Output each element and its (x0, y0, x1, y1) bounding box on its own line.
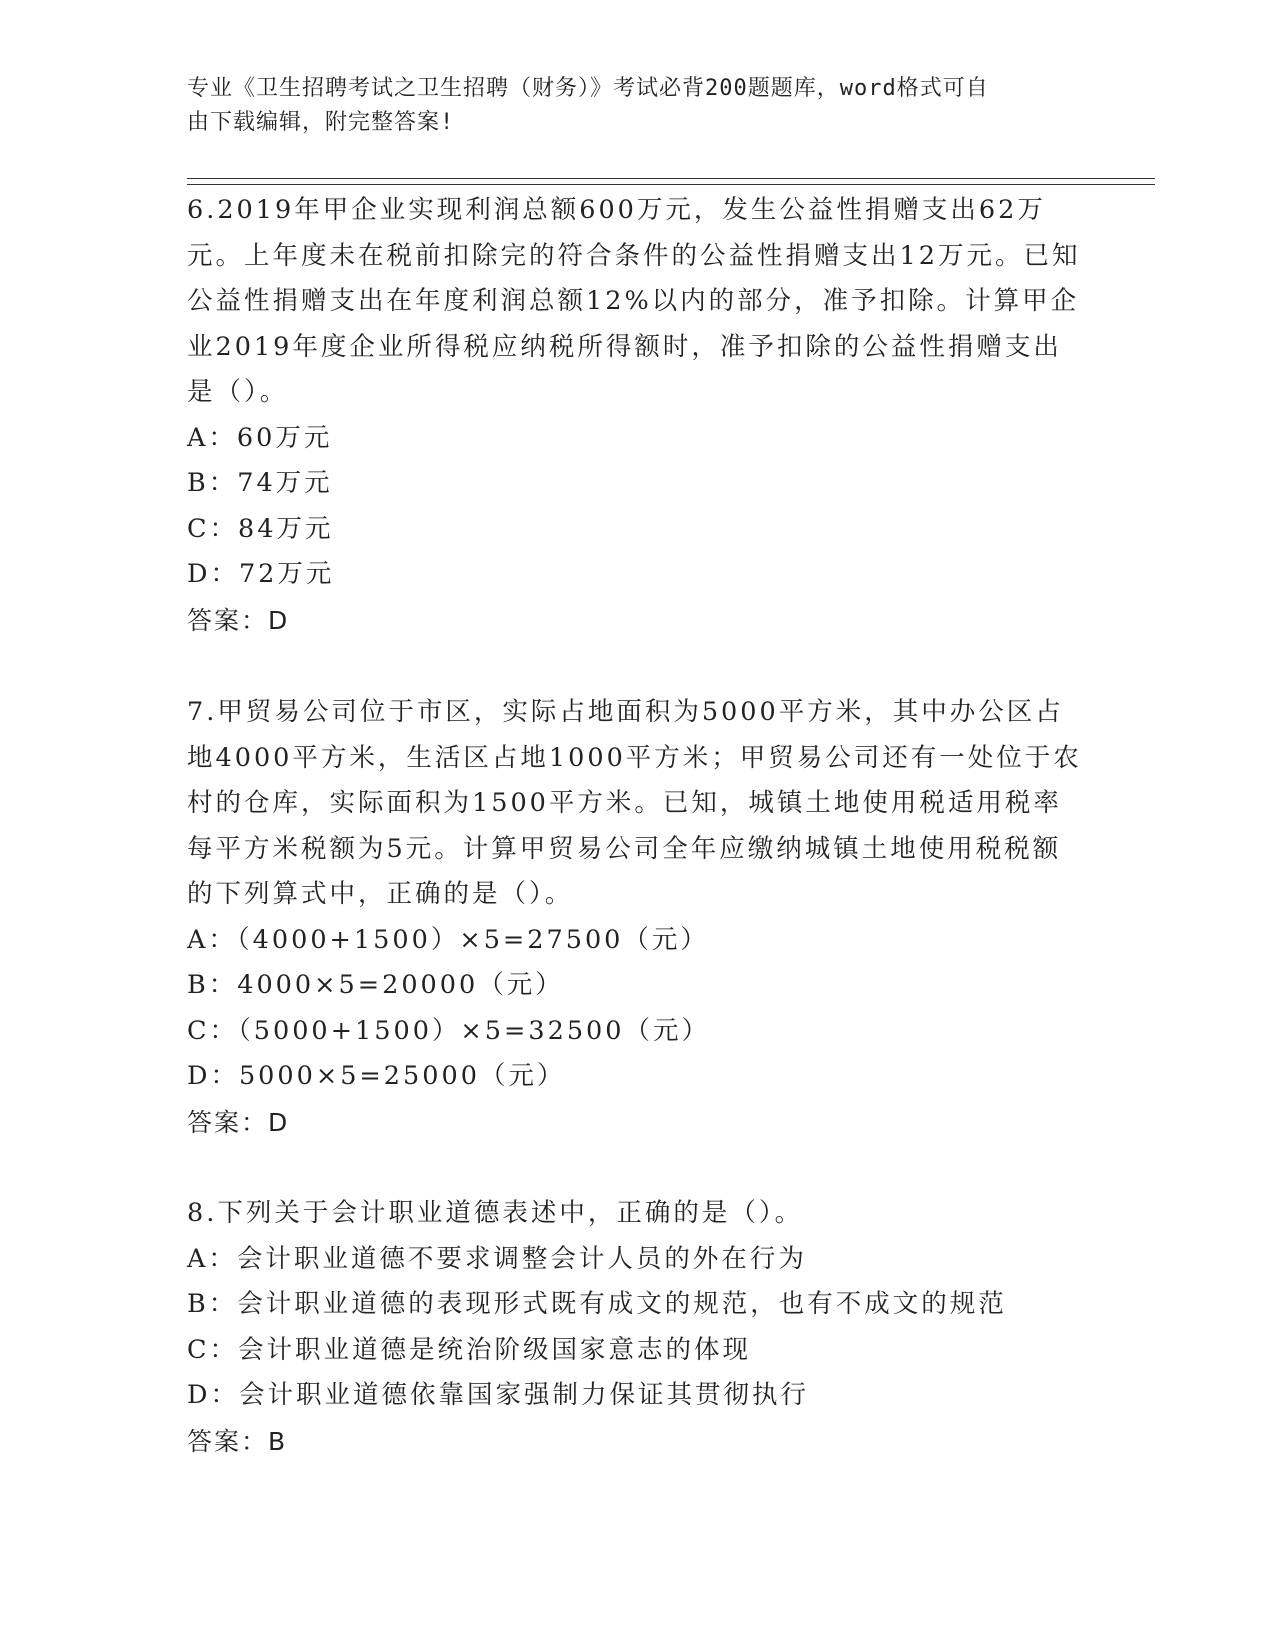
question-text: 8.下列关于会计职业道德表述中，正确的是（）。 (187, 1198, 804, 1228)
option-a: A：（4000+1500）×5=27500（元） (187, 924, 709, 955)
option-c: C：（5000+1500）×5=32500（元） (187, 1015, 710, 1046)
option-d: D：72万元 (187, 559, 335, 589)
question-6 (187, 188, 1087, 643)
option-b: B：会计职业道德的表现形式既有成文的规范，也有不成文的规范 (187, 1289, 1007, 1319)
header-line-2: 由下载编辑，附完整答案! (187, 110, 455, 135)
option-c: C：会计职业道德是统治阶级国家意志的体现 (187, 1334, 752, 1365)
option-d: D：会计职业道德依靠国家强制力保证其贯彻执行 (187, 1380, 809, 1410)
header-divider-bottom (187, 184, 1155, 185)
question-7 (187, 690, 1087, 1145)
header-divider-top (187, 178, 1155, 179)
option-c: C：84万元 (187, 513, 334, 544)
document-header (187, 72, 1067, 140)
answer: 答案：D (187, 1107, 290, 1137)
option-d: D：5000×5=25000（元） (187, 1061, 566, 1091)
answer: 答案：D (187, 605, 290, 635)
question-text: 6.2019年甲企业实现利润总额600万元，发生公益性捐赠支出62万元。上年度未在税前扣除完的符合条件的公益性捐赠支出12万元。已知公益性捐赠支出在年度利润总额12%以内的部分，准予扣除。计算甲企业2019年度企业所得税应纳税所得额时，准予扣除的公益性捐赠支出是（）。 (187, 195, 1081, 407)
question-8 (187, 1191, 1087, 1464)
option-a: A：会计职业道德不要求调整会计人员的外在行为 (187, 1243, 807, 1274)
option-b: B：74万元 (187, 468, 333, 498)
option-a: A：60万元 (187, 422, 333, 453)
header-line-1: 专业《卫生招聘考试之卫生招聘（财务）》考试必背200题题库，word格式可自 (187, 76, 989, 101)
option-b: B：4000×5=20000（元） (187, 970, 564, 1000)
question-text: 7.甲贸易公司位于市区，实际占地面积为5000平方米，其中办公区占地4000平方米，生活区占地1000平方米；甲贸易公司还有一处位于农村的仓库，实际面积为1500平方米。已知，城镇土地使用税适用税率每平方米税额为5元。计算甲贸易公司全年应缴纳城镇土地使用税税额的下列算式中，正确的是（）。 (187, 697, 1082, 909)
answer: 答案：B (187, 1426, 288, 1456)
